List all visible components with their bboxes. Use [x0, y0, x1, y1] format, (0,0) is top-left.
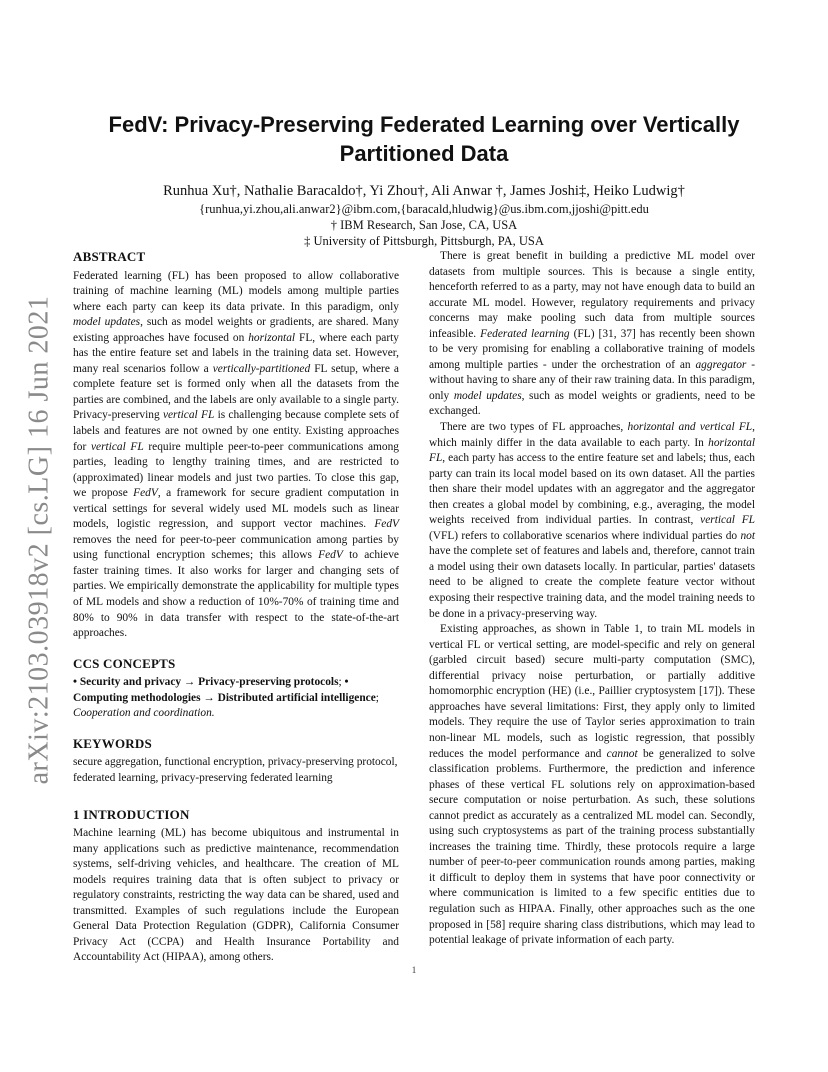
intro-paragraph-fl-types: There are two types of FL approaches, horizontal and vertical FL, which mainly differ in the data available to each party. In horizontal FL, each party has access to the entire feature set and labels; thus, each party can train its local model based on its own dataset. All the parties then share their model updates with an aggregator and the aggregator then creates a global model by combining, e.g., averaging, the model weights received from individual parties. In contrast, vertical FL (VFL) refers to collaborative scenarios where individual parties do not have the complete set of features and labels and, therefore, cannot train a model using their own datasets locally. In particular, parties' datasets need to be aligned to create the complete feature vector without exposing their respective training data, and the model training needs to be done in a privacy-preserving way. — [429, 421, 755, 620]
intro-paragraph-benefit: There is great benefit in building a predictive ML model over datasets from multiple sources. This is because a single entity, henceforth referred to as a party, may not have enough data to build an accurate ML model. However, regulatory requirements and privacy concerns may make pooling such data from multiple sources infeasible. Federated learning (FL) [31, 37] has recently been shown to be very promising for enabling a collaborative training of models among multiple parties - under the orchestration of an aggregator - without having to share any of their raw training data. In this paradigm, only model updates, such as model weights or gradients, need to be exchanged. — [429, 250, 755, 418]
keywords-heading: KEYWORDS — [73, 735, 152, 751]
author-list: Runhua Xu†, Nathalie Baracaldo†, Yi Zhou†, Ali Anwar †, James Joshi‡, Heiko Ludwig† — [163, 183, 685, 199]
page-number: 1 — [411, 965, 417, 975]
paper-title: FedV: Privacy-Preserving Federated Learning over Vertically Partitioned Data — [108, 112, 740, 166]
affiliation-pitt: ‡ University of Pittsburgh, Pittsburgh, PA, USA — [304, 234, 544, 248]
paper-header — [70, 110, 778, 249]
introduction-heading: 1 INTRODUCTION — [73, 806, 190, 822]
intro-paragraph-limitations: Existing approaches, as shown in Table 1, to train ML models in vertical FL or vertical setting, are model-specific and rely on general (garbled circuit based) secure multi-party computation (SMC), differential privacy noise perturbation, or partially additive homomorphic encryption (HE) (i.e., Paillier cryptosystem [17]). These approaches have several limitations: First, they apply only to limited models. They require the use of Taylor series approximation to train non-linear ML models, such as logistic regression, that possibly reduces the model performance and cannot be generalized to solve classification problems. Furthermore, the prediction and inference phases of these vertical FL solutions rely on approximation-based secure computation or noise perturbation. As such, these solutions cannot predict as accurately as a centralized ML model can. Secondly, using such cryptosystems as part of the training process substantially increases the training time. Thirdly, these protocols require a large number of peer-to-peer communication rounds among parties, making it difficult to deploy them in systems that have poor connectivity or where communication is limited to a few specific entities due to regulation such as HIPAA. Finally, other approaches such as the one proposed in [58] require sharing class distributions, which may lead to potential leakage of private information of each party. — [429, 623, 755, 947]
right-column — [429, 249, 755, 949]
introduction-paragraph: Machine learning (ML) has become ubiquitous and instrumental in many applications such as predictive maintenance, recommendation systems, self-driving vehicles, and healthcare. The creation of ML models requires training data that is often subject to privacy or regulatory constraints, restricting the way data can be shared, used and transmitted. Examples of such regulations include the European General Data Protection Regulation (GDPR), California Consumer Privacy Act (CCPA) and Health Insurance Portability and Accountability Act (HIPAA), among others. — [73, 827, 399, 964]
ccs-concepts: • Security and privacy → Privacy-preserving protocols; • Computing methodologies → Distributed artificial intelligence; Cooperation and coordination. — [73, 676, 379, 720]
ccs-heading: CCS CONCEPTS — [73, 655, 176, 671]
abstract-heading: ABSTRACT — [73, 249, 146, 264]
keywords-text: secure aggregation, functional encryption, privacy-preserving protocol, federated learning, privacy-preserving federated learning — [73, 756, 398, 784]
arxiv-identifier-text: arXiv:2103.03918v2 [cs.LG] 16 Jun 2021 — [23, 295, 55, 785]
left-column — [73, 249, 399, 966]
arxiv-identifier — [14, 280, 64, 800]
affiliation-ibm: † IBM Research, San Jose, CA, USA — [330, 218, 518, 232]
abstract-text: Federated learning (FL) has been proposed to allow collaborative training of machine learning (ML) models among multiple parties where each party can keep its data private. In this paradigm, only model updates, such as model weights or gradients, are shared. Many existing approaches have focused on horizontal FL, where each party has the entire feature set and labels in the training data set. However, many real scenarios follow a vertically-partitioned FL setup, where a complete feature set is formed only when all the datasets from the parties are combined, and the labels are only available to a single party. Privacy-preserving vertical FL is challenging because complete sets of labels and features are not owned by one entity. Existing approaches for vertical FL require multiple peer-to-peer communications among parties, leading to lengthy training times, and are restricted to (approximated) linear models and just two parties. To close this gap, we propose FedV, a framework for secure gradient computation in vertical settings for several widely used ML models such as linear models, logistic regression, and support vector machines. FedV removes the need for peer-to-peer communication among parties by using functional encryption schemes; this allows FedV to achieve faster training times. It also works for larger and changing sets of parties. We empirically demonstrate the applicability for multiple types of ML models and show a reduction of 10%-70% of training time and 80% to 90% in data transfer with respect to the state-of-the-art approaches. — [73, 269, 400, 640]
author-emails: {runhua,yi.zhou,ali.anwar2}@ibm.com,{baracald,hludwig}@us.ibm.com,jjoshi@pitt.edu — [199, 202, 649, 216]
